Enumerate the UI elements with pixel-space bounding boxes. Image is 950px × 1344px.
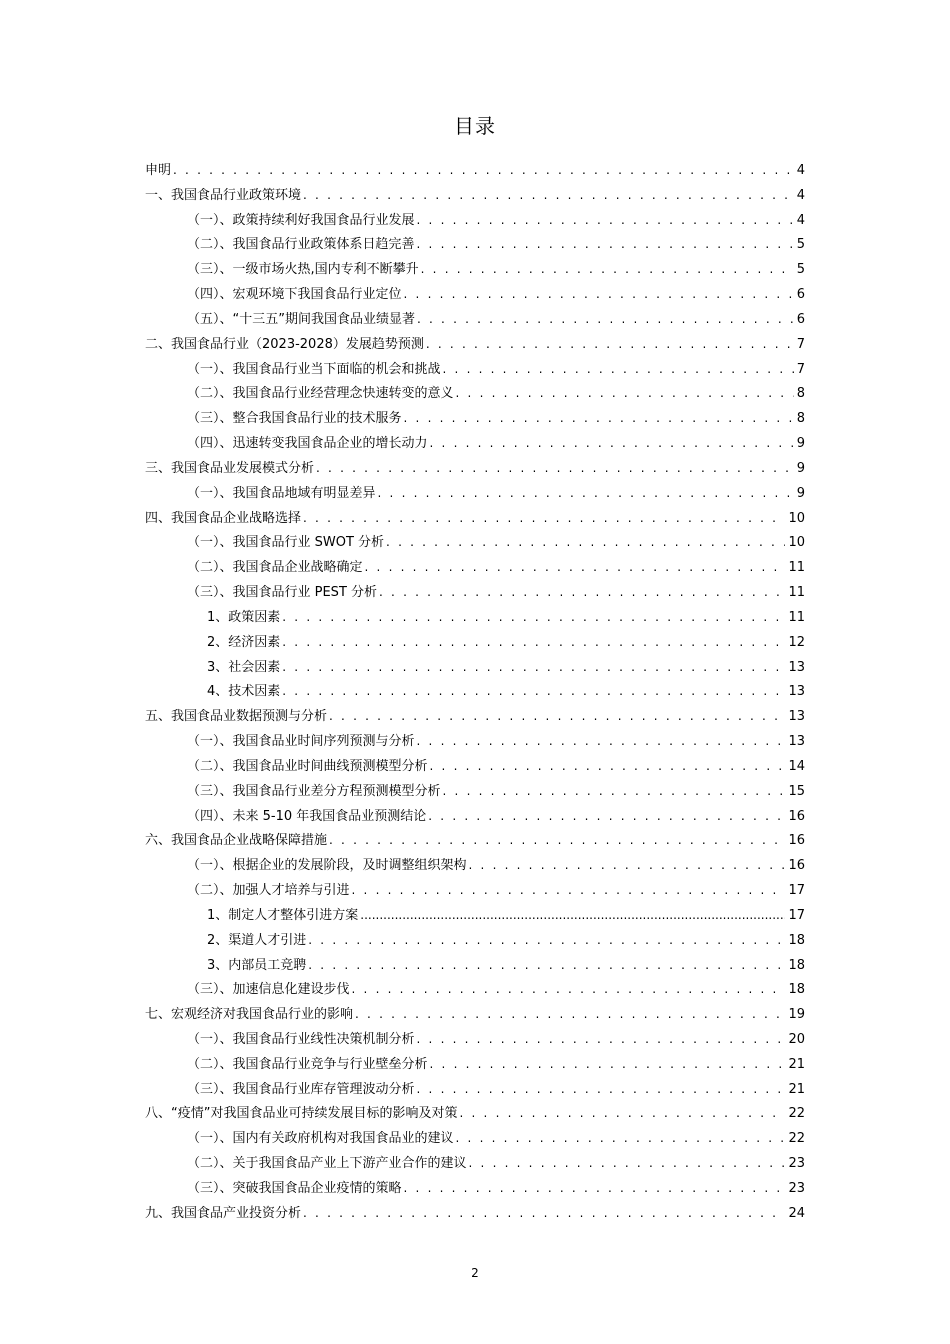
toc-dot-leader bbox=[316, 456, 794, 481]
toc-entry[interactable] bbox=[145, 1201, 805, 1226]
toc-entry-text: 七、宏观经济对我国食品行业的影响 bbox=[145, 1007, 354, 1023]
toc-entry[interactable] bbox=[145, 853, 805, 878]
toc-entry-text: （二）、加强人才培养与引进 bbox=[187, 883, 350, 899]
toc-entry-page: 13 bbox=[788, 684, 805, 700]
toc-dot-leader bbox=[308, 928, 785, 953]
table-of-contents bbox=[145, 158, 805, 1226]
toc-dot-leader bbox=[426, 332, 794, 357]
toc-dot-leader bbox=[404, 406, 794, 431]
toc-entry[interactable] bbox=[145, 456, 805, 481]
toc-entry-page: 22 bbox=[788, 1106, 805, 1122]
toc-entry[interactable] bbox=[145, 1052, 805, 1077]
toc-entry-text: 三、我国食品业发展模式分析 bbox=[145, 460, 315, 476]
toc-entry-text: （一）、我国食品地域有明显差异 bbox=[187, 485, 376, 501]
toc-entry[interactable] bbox=[145, 158, 805, 183]
toc-dot-leader bbox=[352, 878, 786, 903]
toc-entry[interactable] bbox=[145, 257, 805, 282]
toc-entry[interactable] bbox=[145, 729, 805, 754]
toc-entry[interactable] bbox=[145, 506, 805, 531]
toc-entry-text: （三）、加速信息化建设步伐 bbox=[187, 982, 350, 998]
toc-entry-page: 16 bbox=[788, 808, 805, 824]
toc-entry[interactable] bbox=[145, 183, 805, 208]
toc-entry-page: 8 bbox=[796, 386, 805, 402]
toc-entry-text: （三）、整合我国食品行业的技术服务 bbox=[187, 411, 402, 427]
toc-entry-text: 3、内部员工竞聘 bbox=[207, 957, 307, 973]
toc-entry-page: 9 bbox=[796, 436, 805, 452]
toc-entry-text: （三）、突破我国食品企业疫情的策略 bbox=[187, 1180, 402, 1196]
toc-entry-page: 18 bbox=[788, 957, 805, 973]
toc-entry[interactable] bbox=[145, 1027, 805, 1052]
toc-dot-leader bbox=[417, 1077, 786, 1102]
toc-entry[interactable] bbox=[145, 903, 805, 928]
toc-entry-text: 六、我国食品企业战略保障措施 bbox=[145, 833, 328, 849]
toc-entry-text: （三）、我国食品行业库存管理波动分析 bbox=[187, 1081, 415, 1097]
toc-entry-page: 7 bbox=[796, 336, 805, 352]
toc-entry-page: 7 bbox=[796, 361, 805, 377]
toc-entry-page: 17 bbox=[788, 883, 805, 899]
toc-entry-page: 23 bbox=[788, 1156, 805, 1172]
toc-entry[interactable] bbox=[145, 406, 805, 431]
toc-entry-page: 4 bbox=[796, 163, 805, 178]
toc-entry-text: 九、我国食品产业投资分析 bbox=[145, 1205, 302, 1221]
toc-entry-text: 3、社会因素 bbox=[207, 659, 281, 675]
toc-entry[interactable] bbox=[145, 1176, 805, 1201]
toc-entry[interactable] bbox=[145, 878, 805, 903]
toc-dot-leader bbox=[430, 754, 786, 779]
toc-entry[interactable] bbox=[145, 754, 805, 779]
toc-entry-page: 17 bbox=[788, 907, 805, 923]
toc-dot-leader bbox=[456, 1126, 786, 1151]
toc-entry-page: 15 bbox=[788, 783, 805, 799]
toc-entry-page: 14 bbox=[788, 758, 805, 774]
toc-entry[interactable] bbox=[145, 1077, 805, 1102]
toc-entry-page: 9 bbox=[796, 460, 805, 476]
toc-dot-leader bbox=[378, 481, 794, 506]
toc-entry-page: 5 bbox=[796, 237, 805, 253]
toc-entry-text: 五、我国食品业数据预测与分析 bbox=[145, 709, 328, 725]
toc-entry-text: 2、经济因素 bbox=[207, 634, 281, 650]
toc-dot-leader bbox=[173, 158, 794, 183]
toc-dot-leader bbox=[469, 853, 786, 878]
toc-dot-leader bbox=[404, 1176, 786, 1201]
toc-entry-text: （一）、我国食品行业线性决策机制分析 bbox=[187, 1031, 415, 1047]
toc-dot-leader bbox=[428, 804, 785, 829]
toc-entry-text: 申明 bbox=[145, 163, 172, 178]
toc-dot-leader bbox=[282, 630, 785, 655]
toc-entry[interactable] bbox=[145, 630, 805, 655]
toc-entry[interactable] bbox=[145, 1002, 805, 1027]
toc-entry-page: 9 bbox=[796, 485, 805, 501]
toc-dot-leader bbox=[459, 1101, 785, 1126]
toc-entry-text: （二）、我国食品企业战略确定 bbox=[187, 560, 363, 576]
toc-entry-text: （三）、我国食品行业 PEST 分析 bbox=[187, 585, 378, 601]
toc-entry-text: 1、制定人才整体引进方案 bbox=[207, 907, 359, 923]
toc-dot-leader bbox=[469, 1151, 786, 1176]
toc-entry-page: 18 bbox=[788, 932, 805, 948]
toc-dot-leader bbox=[352, 977, 786, 1002]
toc-entry[interactable] bbox=[145, 679, 805, 704]
toc-entry[interactable] bbox=[145, 232, 805, 257]
toc-dot-leader bbox=[430, 431, 794, 456]
toc-entry-page: 21 bbox=[788, 1081, 805, 1097]
toc-dot-leader bbox=[365, 555, 786, 580]
toc-entry-page: 24 bbox=[788, 1205, 805, 1221]
toc-entry-text: （一）、政策持续利好我国食品行业发展 bbox=[187, 212, 415, 228]
toc-dot-leader bbox=[329, 704, 785, 729]
toc-entry-page: 12 bbox=[788, 634, 805, 650]
toc-entry[interactable] bbox=[145, 282, 805, 307]
toc-entry-page: 13 bbox=[788, 709, 805, 725]
toc-entry[interactable] bbox=[145, 357, 805, 382]
toc-entry-text: 2、渠道人才引进 bbox=[207, 932, 307, 948]
toc-entry[interactable] bbox=[145, 828, 805, 853]
toc-entry-page: 5 bbox=[796, 262, 805, 278]
toc-entry-page: 23 bbox=[788, 1180, 805, 1196]
toc-entry[interactable] bbox=[145, 977, 805, 1002]
toc-dot-leader bbox=[430, 1052, 786, 1077]
toc-entry-page: 10 bbox=[788, 535, 805, 551]
toc-entry-text: （一）、国内有关政府机构对我国食品业的建议 bbox=[187, 1131, 454, 1147]
toc-entry-text: 八、“疫情”对我国食品业可持续发展目标的影响及对策 bbox=[145, 1106, 458, 1122]
toc-entry-text: （五）、“十三五”期间我国食品业绩显著 bbox=[187, 311, 415, 327]
toc-dot-leader bbox=[282, 605, 785, 630]
toc-entry-page: 6 bbox=[796, 311, 805, 327]
toc-entry-text: （二）、我国食品业时间曲线预测模型分析 bbox=[187, 758, 428, 774]
toc-entry[interactable] bbox=[145, 381, 805, 406]
toc-entry-text: （二）、关于我国食品产业上下游产业合作的建议 bbox=[187, 1156, 467, 1172]
toc-dot-leader bbox=[386, 530, 785, 555]
toc-entry-text: （一）、我国食品行业当下面临的机会和挑战 bbox=[187, 361, 441, 377]
toc-dot-leader bbox=[360, 903, 785, 928]
toc-dot-leader bbox=[417, 729, 786, 754]
toc-title: 目录 bbox=[454, 114, 496, 138]
toc-entry-page: 19 bbox=[788, 1007, 805, 1023]
toc-entry[interactable] bbox=[145, 431, 805, 456]
toc-entry[interactable] bbox=[145, 779, 805, 804]
toc-dot-leader bbox=[379, 580, 785, 605]
toc-entry[interactable] bbox=[145, 605, 805, 630]
toc-dot-leader bbox=[303, 1201, 785, 1226]
toc-entry[interactable] bbox=[145, 208, 805, 233]
toc-entry-text: 1、政策因素 bbox=[207, 609, 281, 625]
toc-dot-leader bbox=[417, 208, 794, 233]
toc-entry-page: 11 bbox=[788, 560, 805, 576]
toc-entry-page: 4 bbox=[796, 187, 805, 203]
toc-dot-leader bbox=[282, 655, 785, 680]
toc-entry-text: （一）、我国食品业时间序列预测与分析 bbox=[187, 734, 415, 750]
toc-entry-page: 10 bbox=[788, 510, 805, 526]
toc-entry[interactable] bbox=[145, 530, 805, 555]
toc-entry[interactable] bbox=[145, 704, 805, 729]
toc-entry-page: 22 bbox=[788, 1131, 805, 1147]
toc-dot-leader bbox=[282, 679, 785, 704]
toc-entry[interactable] bbox=[145, 655, 805, 680]
toc-dot-leader bbox=[456, 381, 794, 406]
toc-entry-text: （二）、我国食品行业政策体系日趋完善 bbox=[187, 237, 415, 253]
toc-entry-page: 11 bbox=[788, 585, 805, 601]
toc-dot-leader bbox=[329, 828, 785, 853]
toc-dot-leader bbox=[303, 183, 794, 208]
toc-entry[interactable] bbox=[145, 481, 805, 506]
toc-entry[interactable] bbox=[145, 332, 805, 357]
toc-dot-leader bbox=[417, 1027, 786, 1052]
toc-entry-text: （四）、宏观环境下我国食品行业定位 bbox=[187, 287, 402, 303]
toc-entry-page: 20 bbox=[788, 1031, 805, 1047]
toc-entry-text: （二）、我国食品行业经营理念快速转变的意义 bbox=[187, 386, 454, 402]
toc-dot-leader bbox=[303, 506, 785, 531]
toc-entry-page: 13 bbox=[788, 734, 805, 750]
toc-entry-page: 11 bbox=[788, 609, 805, 625]
toc-entry[interactable] bbox=[145, 1126, 805, 1151]
toc-dot-leader bbox=[355, 1002, 785, 1027]
toc-entry-text: 4、技术因素 bbox=[207, 684, 281, 700]
toc-entry-text: （一）、根据企业的发展阶段，及时调整组织架构 bbox=[187, 858, 467, 874]
toc-entry[interactable] bbox=[145, 580, 805, 605]
toc-entry-text: 四、我国食品企业战略选择 bbox=[145, 510, 302, 526]
toc-entry-page: 16 bbox=[788, 833, 805, 849]
toc-dot-leader bbox=[443, 357, 794, 382]
toc-entry-text: （四）、迅速转变我国食品企业的增长动力 bbox=[187, 436, 428, 452]
toc-entry-text: （三）、我国食品行业差分方程预测模型分析 bbox=[187, 783, 441, 799]
toc-entry[interactable] bbox=[145, 1151, 805, 1176]
toc-entry-page: 6 bbox=[796, 287, 805, 303]
toc-entry-text: 一、我国食品行业政策环境 bbox=[145, 187, 302, 203]
toc-entry-text: 二、我国食品行业（2023-2028）发展趋势预测 bbox=[145, 336, 424, 352]
toc-entry-page: 21 bbox=[788, 1056, 805, 1072]
toc-entry[interactable] bbox=[145, 804, 805, 829]
toc-entry-text: （三）、一级市场火热,国内专利不断攀升 bbox=[187, 262, 419, 278]
toc-dot-leader bbox=[421, 257, 794, 282]
toc-entry[interactable] bbox=[145, 953, 805, 978]
toc-entry-page: 18 bbox=[788, 982, 805, 998]
toc-entry[interactable] bbox=[145, 1101, 805, 1126]
toc-entry-page: 16 bbox=[788, 858, 805, 874]
toc-entry-text: （二）、我国食品行业竞争与行业壁垒分析 bbox=[187, 1056, 428, 1072]
toc-dot-leader bbox=[417, 307, 794, 332]
toc-entry-page: 8 bbox=[796, 411, 805, 427]
toc-entry-text: （一）、我国食品行业 SWOT 分析 bbox=[187, 535, 385, 551]
toc-dot-leader bbox=[308, 953, 785, 978]
toc-entry[interactable] bbox=[145, 307, 805, 332]
toc-entry-text: （四）、未来 5-10 年我国食品业预测结论 bbox=[187, 808, 427, 824]
toc-dot-leader bbox=[404, 282, 794, 307]
toc-entry-page: 4 bbox=[796, 212, 805, 228]
toc-entry[interactable] bbox=[145, 928, 805, 953]
page-number: 2 bbox=[471, 1266, 479, 1280]
toc-entry[interactable] bbox=[145, 555, 805, 580]
toc-dot-leader bbox=[417, 232, 794, 257]
toc-entry-page: 13 bbox=[788, 659, 805, 675]
toc-dot-leader bbox=[443, 779, 786, 804]
